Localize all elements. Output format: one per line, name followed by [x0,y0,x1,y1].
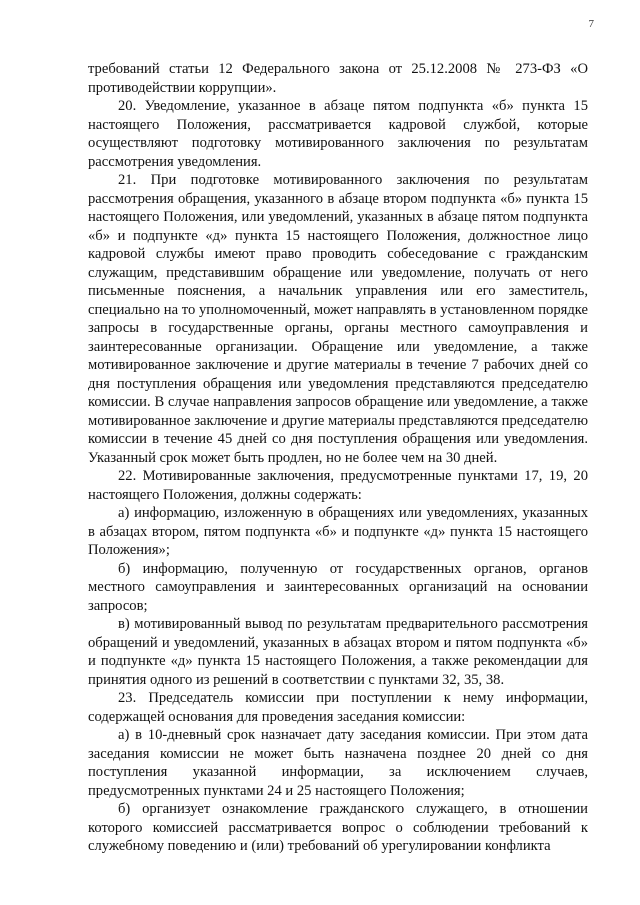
paragraph-21: 21. При подготовке мотивированного заключения по результатам рассмотрения обращения, указанного в абзаце втором подпункта «б» пункта 15 настоящего Положения, или уведомлений, указанных в абзаце пятом подпункта «б» и подпункте «д» пункта 15 настоящего Положения, должностное лицо кадровой службы имеют право проводить собеседование с гражданским служащим, представившим обращение или уведомление, получать от него письменные пояснения, а начальник управления или его заместитель, специально на то уполномоченный, может направлять в установленном порядке запросы в государственные органы, органы местного самоуправления и заинтересованные организации. Обращение или уведомление, а также мотивированное заключение и другие материалы в течение 7 рабочих дней со дня поступления обращения или уведомления представляются председателю комиссии. В случае направления запросов обращение или уведомление, а также мотивированное заключение и другие материалы представляются председателю комиссии в течение 45 дней со дня поступления обращения или уведомления. Указанный срок может быть продлен, но не более чем на 30 дней. [88,172,588,466]
paragraph-22-v: в) мотивированный вывод по результатам предварительного рассмотрения обращений и уведомлений, указанных в абзацах втором и пятом подпункта «б» и подпункте «д» пункта 15 настоящего Положения, а также рекомендации для принятия одного из решений в соответствии с пунктами 32, 35, 38. [88,616,588,688]
paragraph-23: 23. Председатель комиссии при поступлении к нему информации, содержащей основания для проведения заседания комиссии: [88,690,588,725]
paragraph-20: 20. Уведомление, указанное в абзаце пятом подпункта «б» пункта 15 настоящего Положения, рассматривается кадровой службой, которые осуществляют подготовку мотивированного заключения по результатам рассмотрения уведомления. [88,98,588,170]
paragraph-22-a: а) информацию, изложенную в обращениях или уведомлениях, указанных в абзацах втором, пятом подпункта «б» и подпункте «д» пункта 15 настоящего Положения»; [88,505,588,558]
paragraph-23-a: а) в 10-дневный срок назначает дату заседания комиссии. При этом дата заседания комиссии не может быть назначена позднее 20 дней со дня поступления указанной информации, за исключением случаев, предусмотренных пунктами 24 и 25 настоящего Положения; [88,727,588,799]
paragraph-23-b: б) организует ознакомление гражданского служащего, в отношении которого комиссией рассматривается вопрос о соблюдении требований к служебному поведению и (или) требований об урегулировании конфликта [88,801,588,854]
paragraph-22: 22. Мотивированные заключения, предусмотренные пунктами 17, 19, 20 настоящего Положения, должны содержать: [88,468,588,503]
document-body [88,60,588,856]
paragraph-continuation: требований статьи 12 Федерального закона от 25.12.2008 № 273-ФЗ «О противодействии коррупции». [88,61,588,96]
page-number: 7 [588,18,594,30]
paragraph-22-b: б) информацию, полученную от государственных органов, органов местного самоуправления и заинтересованных организаций на основании запросов; [88,560,588,614]
